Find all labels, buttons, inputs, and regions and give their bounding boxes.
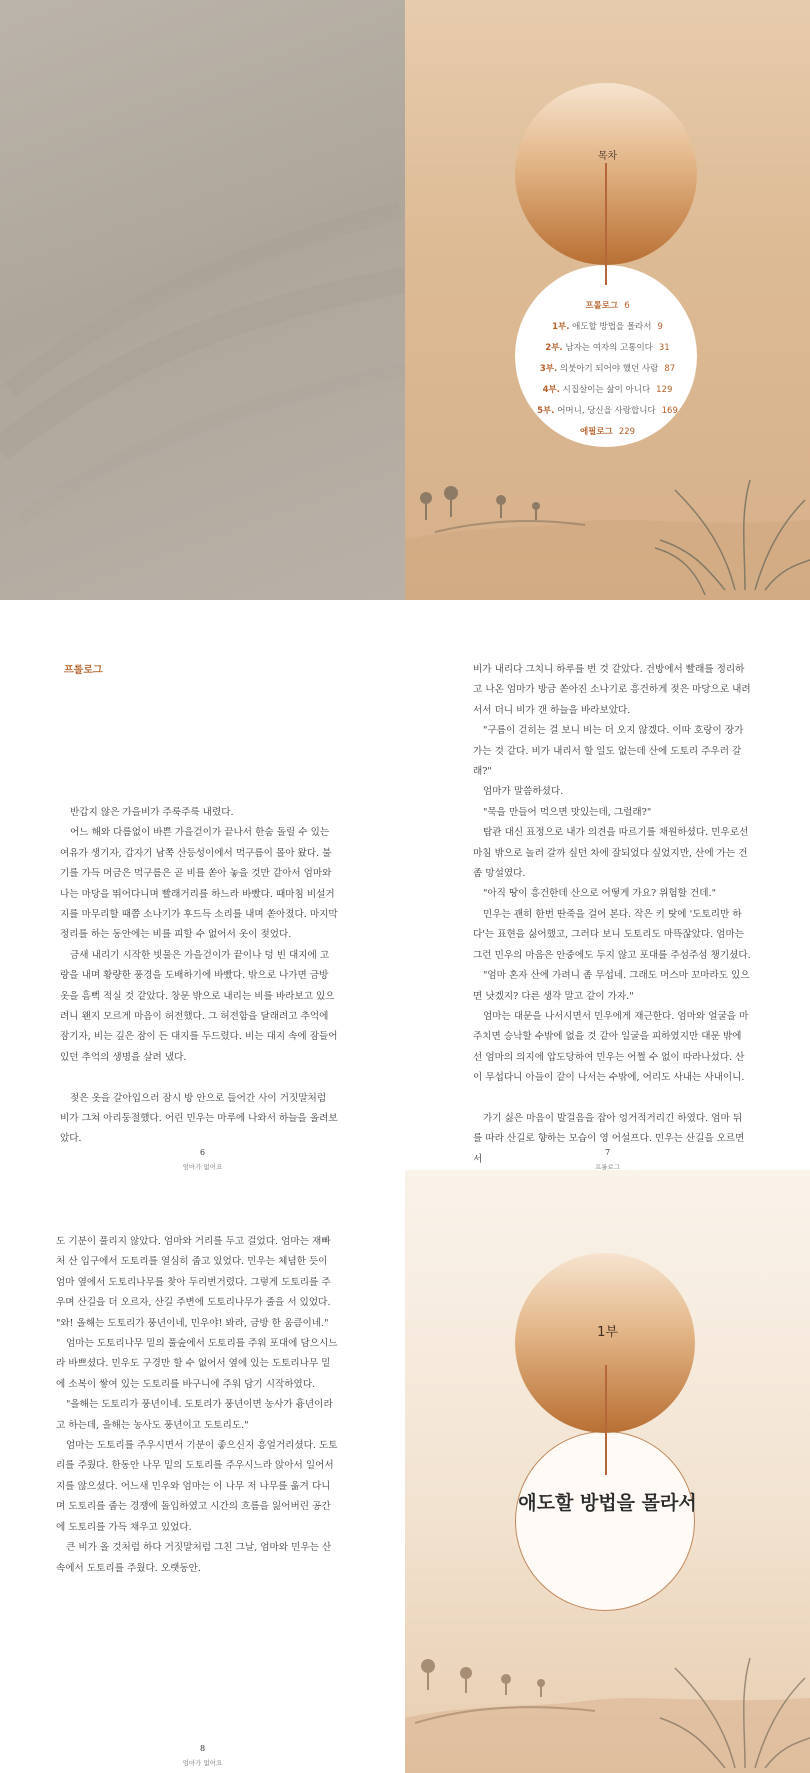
toc-item[interactable] <box>405 401 810 422</box>
toc-page <box>405 0 810 600</box>
body-text <box>473 660 751 1170</box>
spread-part1 <box>0 1170 810 1773</box>
paragraph: "아직 땅이 흥건한데 산으로 어떻게 가요? 위험할 건데." <box>483 888 716 900</box>
page-number: 6 <box>199 1148 206 1157</box>
paragraph-gap <box>473 1089 751 1109</box>
toc-item[interactable] <box>405 338 810 359</box>
toc-list <box>405 296 810 443</box>
paragraph: 엄마는 도토리나무 밑의 풀숲에서 도토리를 주워 포대에 담으시느라 바쁘셨다. 민우도 구경만 할 수 없어서 옆에 있는 도토리나무 밑에 소복이 쌓여 있는 도토리를 바구니에 주워 담기 시작하였다. <box>56 1338 338 1390</box>
paragraph: 가기 싫은 마음이 발걸음을 잡아 엉거적거리긴 하였다. 엄마 뒤를 따라 산길로 향하는 모습이 영 어설프다. 민우는 산길을 오르면서 <box>473 1112 745 1165</box>
toc-item-part: 2부. <box>545 343 563 353</box>
toc-item-part: 5부. <box>537 406 555 416</box>
page-number: 8 <box>199 1744 206 1753</box>
toc-item-title: 의붓아기 되어야 했던 사람 <box>559 364 659 374</box>
brush-grass-illustration <box>0 0 405 600</box>
paragraph: 엄마는 대문을 나서시면서 민우에게 재근한다. 엄마와 얼굴을 마주치면 승낙할 수밖에 없을 것 같아 일굴을 피하였지만 대문 밖에 선 엄마의 의지에 압도당하여 민우는 어쩔 수 없이 따라나섰다. 산이 무섭다니 아들이 같이 나서는 수밖에, 어리도 사내는 사내이니. <box>473 1010 749 1084</box>
part-label: 1부 <box>597 1325 618 1340</box>
toc-item[interactable] <box>405 380 810 401</box>
running-title: 엄마가 없어요 <box>182 1759 223 1767</box>
paragraph: "구름이 걷히는 걸 보니 비는 더 오지 않겠다. 이따 호랑이 장가가는 것 같다. 비가 내리서 할 일도 없는데 산에 도토리 주우러 갈래?" <box>473 725 744 778</box>
part-title-page <box>405 1170 810 1773</box>
paragraph: 금새 내리기 시작한 빗물은 가을걷이가 끝이나 덩 빈 대지에 고랑을 내며 황량한 풍경을 도배하기에 바빴다. 밖으로 나가면 금방 옷을 흠뻑 적실 것 같았다. 창문 밖으로 내리는 비를 바라보고 있으려니 왠지 모르게 마음이 허전했다. 그 허전함을 달래려고 추억에 잠기자, 비는 깊은 잠이 든 대지를 두드렸다. 비는 대지 속에 잠들어 있던 추억의 생명을 살려 냈다. <box>60 949 338 1063</box>
toc-item-page: 6 <box>624 301 630 311</box>
paragraph: 비가 내리다 그치니 하루를 번 것 같았다. 건방에서 빨래를 정리하고 나온 엄마가 방금 쏟아진 소나기로 흥건하게 젖은 마당으로 내려서서 더니 비가 갠 하늘을 바라보았다. <box>473 664 751 716</box>
paragraph: 엄마가 말씀하셨다. <box>483 786 564 798</box>
paragraph: 도 기분이 풀리지 않았다. 엄마와 거리를 두고 걸었다. 엄마는 재빠처 산 입구에서 도토리를 열심히 줍고 있었다. 민우는 체념한 듯이 엄마 옆에서 도토리나무를 찾아 두리번거렸다. 그렇게 도토리를 주우며 산길을 더 오르자, 산길 주변에 도토리나무가 줄을 서 있었다. "와! 올해는 도토리가 풍년이네, 민우야! 봐라, 금방 한 움큼이네." <box>56 1236 331 1329</box>
landscape-illustration <box>405 470 810 600</box>
paragraph: 큰 비가 올 것처럼 하다 거짓말처럼 그친 그날, 엄마와 민우는 산속에서 도토리를 주웠다. 오랫동안. <box>56 1542 332 1574</box>
toc-item[interactable] <box>405 359 810 380</box>
toc-item[interactable] <box>405 317 810 338</box>
toc-item-title: 프롤로그 <box>585 301 619 311</box>
paragraph: "묵을 만들어 먹으면 맛있는데, 그럴래?" <box>483 806 652 818</box>
paragraph: 탐관 대신 표정으로 내가 의견을 따르기를 채원하셨다. 민우로선 마침 밖으로 놀러 갈까 싶던 차에 잘되었다 싶었지만, 산에 가는 건 좀 망설였다. <box>473 827 749 880</box>
toc-item-title: 남자는 여자의 고통이다 <box>565 343 653 353</box>
section-title: 프롤로그 <box>64 665 103 676</box>
toc-item[interactable] <box>405 422 810 443</box>
paragraph: 엄마는 도토리를 주우시면서 기분이 좋으신지 흥얼거리셨다. 도토리를 주웠다. 한동안 나무 밑의 도토리를 주우시느라 앉아서 일어서지를 않으셨다. 어느새 민우와 엄마는 이 나무 저 나무를 옮겨 다니며 도토리를 줍는 경쟁에 돌입하였고 시간의 흐름을 잃어버린 공간에 도토리를 가득 채우고 있었다. <box>56 1440 338 1533</box>
paragraph: 민우는 괜히 한번 딴죽을 걸어 본다. 작은 키 탓에 '도토리만 하다'는 표현을 싫어했고, 그러다 보니 도토리도 마뜩잖았다. 엄마는 그런 민우의 마음은 안중에도 두지 않고 포대를 주섬주섬 챙기셨다. <box>473 908 751 961</box>
toc-item-page: 9 <box>657 322 663 332</box>
body-text <box>60 803 338 1150</box>
landscape-illustration <box>405 1623 810 1773</box>
toc-item-page: 31 <box>658 343 670 353</box>
toc-item-page: 229 <box>618 427 636 437</box>
toc-item-title: 어머니, 당신을 사랑합니다 <box>557 406 656 416</box>
toc-heading: 목차 <box>597 151 618 162</box>
part-title: 애도할 방법을 몰라서 <box>518 1492 697 1514</box>
page-number: 7 <box>604 1148 611 1157</box>
spread-prologue <box>0 600 810 1170</box>
toc-item-title: 에필로그 <box>579 427 613 437</box>
toc-item[interactable] <box>405 296 810 317</box>
page-7 <box>405 600 810 1170</box>
toc-item-title: 시집살이는 삶이 아니다 <box>562 385 651 395</box>
paragraph: 반갑지 않은 가을비가 주룩주룩 내렸다. <box>70 807 234 818</box>
toc-item-page: 87 <box>664 364 676 374</box>
part-divider-line <box>605 1365 607 1475</box>
paragraph: "올해는 도토리가 풍년이네. 도토리가 풍년이면 농사가 흉년이라고 하는데, 올해는 농사도 풍년이고 도토리도." <box>56 1399 333 1431</box>
paragraph: "엄마 혼자 산에 가려니 좀 무섭네. 그래도 머스마 꼬마라도 있으면 낫겠지? 다른 생각 말고 같이 가자." <box>473 970 750 1002</box>
paragraph: 젖은 옷을 갈아입으러 잠시 방 안으로 들어간 사이 거짓말처럼 비가 그쳐 아리둥절했다. 어린 민우는 마루에 나와서 하늘을 올려보았다. <box>60 1092 338 1145</box>
paragraph-gap <box>60 1068 338 1088</box>
running-title: 엄마가 없어요 <box>182 1163 223 1170</box>
body-text <box>56 1232 338 1579</box>
toc-item-page: 129 <box>656 385 673 395</box>
toc-item-part: 4부. <box>542 385 560 395</box>
toc-item-page: 169 <box>661 406 678 416</box>
running-title: 프롤로그 <box>594 1163 621 1170</box>
page-6 <box>0 600 405 1170</box>
spread-cover-toc <box>0 0 810 600</box>
toc-item-part: 1부. <box>552 322 570 332</box>
paragraph: 어느 해와 다름없이 바쁜 가을걷이가 끝나서 한숨 돌릴 수 있는 여유가 생기자, 갑자기 남쪽 산등성이에서 먹구름이 몰아 왔다. 불기를 가득 머금은 먹구름은 곧 비를 쏟아 놓을 것만 같아서 엄마와 나는 마당을 뛰어다니며 빨래거리를 하느라 바빴다. 때마침 비설거지를 마무리할 때쯤 소나기가 후드득 소리를 내며 쏟아졌다. 마지막 정리를 하는 동안에는 비를 피할 수 없어서 옷이 젖었다. <box>60 827 338 941</box>
cover-left-page <box>0 0 405 600</box>
toc-item-title: 애도할 방법을 몰라서 <box>572 322 652 332</box>
toc-item-part: 3부. <box>539 364 558 374</box>
page-8 <box>0 1170 405 1773</box>
toc-divider-line <box>605 163 607 285</box>
